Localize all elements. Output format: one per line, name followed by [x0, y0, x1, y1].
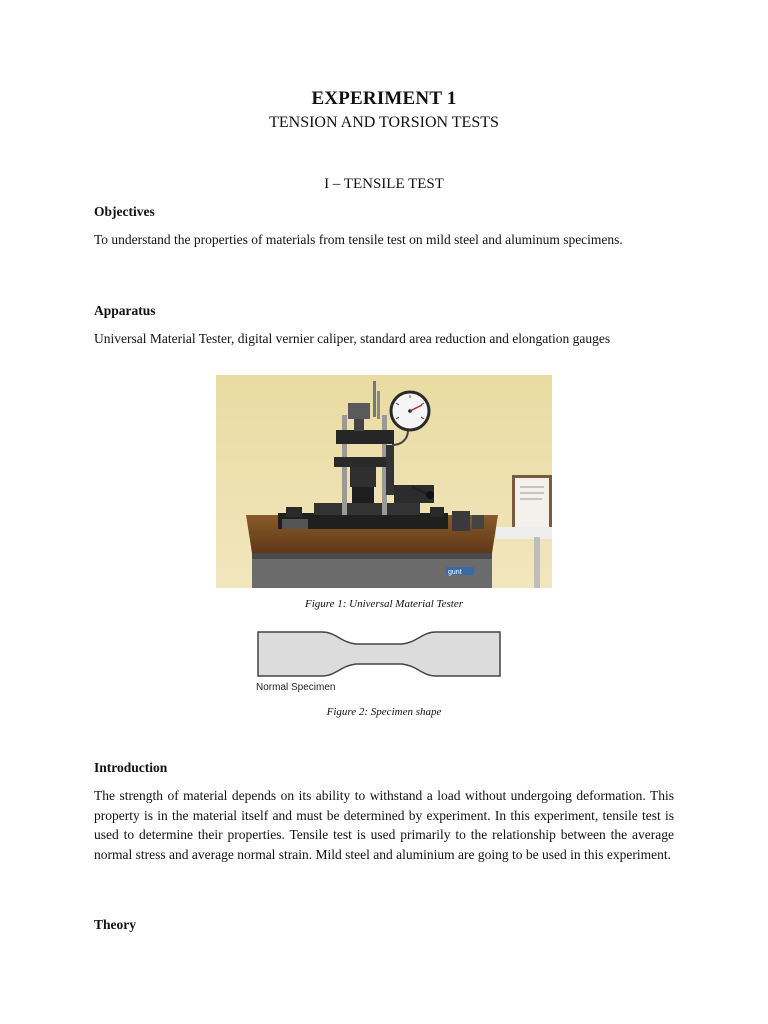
specimen-label: Normal Specimen: [256, 682, 336, 693]
part-title: I – TENSILE TEST: [324, 176, 444, 192]
specimen-outline: [258, 632, 500, 676]
experiment-subtitle: TENSION AND TORSION TESTS: [269, 114, 499, 131]
universal-material-tester-photo: [216, 375, 552, 588]
apparatus-text: Universal Material Tester, digital vernier caliper, standard area reduction and elongation gauges: [94, 331, 611, 346]
introduction-text: The strength of material depends on its ability to withstand a load without undergoing deformation. This property is in the material itself and must be determined by experiment. In this experiment, tensile test is used to determine their properties. Tensile test is used primarily to the relationship between the average normal stress and average normal strain. Mild steel and aluminium are going to be used in this experiment.: [94, 788, 674, 862]
machine-brand-label: gunt: [448, 569, 462, 576]
theory-heading: Theory: [94, 917, 136, 932]
experiment-title: EXPERIMENT 1: [311, 88, 457, 109]
objectives-text: To understand the properties of materials from tensile test on mild steel and aluminum specimens.: [94, 232, 623, 247]
apparatus-heading: Apparatus: [94, 303, 156, 318]
objectives-heading: Objectives: [94, 204, 155, 219]
specimen-shape-figure: [252, 626, 506, 696]
figure-2-caption: Figure 2: Specimen shape: [326, 706, 442, 718]
introduction-heading: Introduction: [94, 760, 168, 775]
figure-1-caption: Figure 1: Universal Material Tester: [304, 598, 464, 610]
